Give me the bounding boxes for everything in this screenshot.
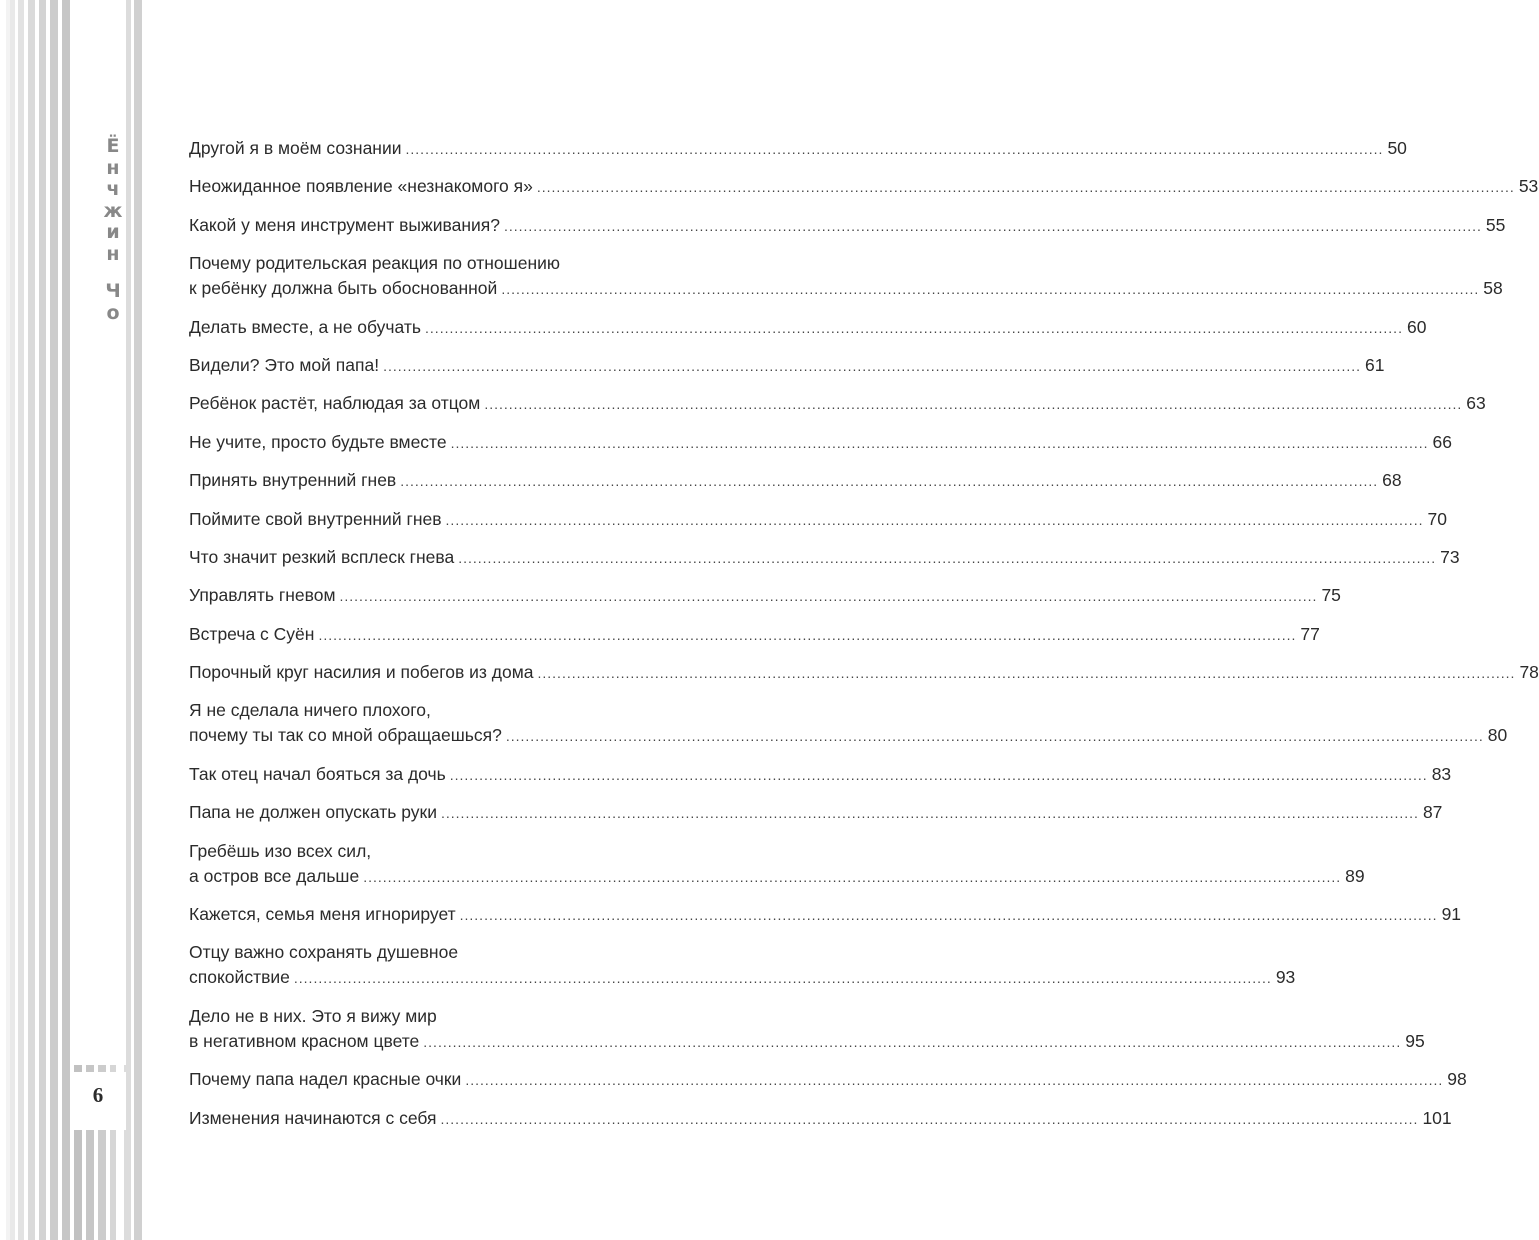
- toc-dot-leader: ........................................................................................................................................................................................................: [458, 549, 1437, 566]
- toc-dot-leader: ........................................................................................................................................................................................................: [440, 1110, 1419, 1127]
- toc-entry-page: 53: [1518, 176, 1539, 197]
- toc-dot-leader: ........................................................................................................................................................................................................: [536, 179, 1515, 196]
- toc-entry-title-line: Почему папа надел красные очки: [189, 1069, 462, 1090]
- toc-entry-title-line: Почему родительская реакция по отношению: [189, 253, 561, 274]
- toc-entry-page: 68: [1382, 470, 1402, 491]
- toc-entry-row: [189, 545, 1460, 571]
- toc-entry-page: 83: [1431, 763, 1452, 784]
- toc-entry-row: [189, 430, 1453, 456]
- toc-dot-leader: ........................................................................................................................................................................................................: [484, 396, 1463, 413]
- toc-entry-title-line: Какой у меня инструмент выживания?: [189, 214, 500, 235]
- toc-entry-title-line: Другой я в моём сознании: [189, 138, 402, 158]
- toc-entry-title-line: а остров все дальше: [189, 865, 360, 886]
- toc-entry-row: [189, 762, 1452, 788]
- toc-entry-title-line: Гребёшь изо всех сил,: [189, 840, 372, 861]
- toc-entry-page: 87: [1422, 802, 1443, 823]
- toc-entry-row: [189, 468, 1402, 494]
- author-letter: Ё: [106, 135, 120, 157]
- toc-entry-row: [189, 800, 1443, 826]
- toc-entry[interactable]: [189, 698, 1508, 749]
- toc-entry-row: [189, 507, 1447, 533]
- toc-entry[interactable]: [189, 251, 1503, 302]
- toc-entry-page: 70: [1427, 508, 1447, 529]
- toc-entry-title-line: к ребёнку должна быть обоснованной: [189, 278, 498, 299]
- toc-entry[interactable]: [189, 315, 1427, 341]
- toc-entry-title-line: Папа не должен опускать руки: [189, 802, 437, 823]
- toc-entry-title-line: Я не сделала ничего плохого,: [189, 700, 431, 721]
- toc-entry[interactable]: [189, 507, 1447, 533]
- toc-entry[interactable]: [189, 430, 1453, 456]
- toc-entry-page: 60: [1406, 316, 1427, 337]
- toc-dot-leader: ........................................................................................................................................................................................................: [363, 868, 1342, 885]
- toc-entry[interactable]: [189, 391, 1486, 417]
- toc-entry[interactable]: [189, 174, 1539, 200]
- author-letter: н: [106, 156, 120, 179]
- stripe: [50, 0, 58, 1240]
- toc-entry-title-line: Принять внутренний гнев: [189, 470, 397, 491]
- author-letter: и: [106, 221, 120, 243]
- toc-entry-title-line: Ребёнок растёт, наблюдая за отцом: [189, 393, 481, 414]
- toc-entry-row: [189, 391, 1486, 417]
- toc-dot-leader: ........................................................................................................................................................................................................: [383, 357, 1362, 374]
- toc-entry-row: [189, 583, 1341, 609]
- toc-dot-leader: ........................................................................................................................................................................................................: [405, 141, 1384, 157]
- toc-entry[interactable]: [189, 902, 1462, 928]
- toc-entry-row: [189, 1029, 1425, 1055]
- toc-entry[interactable]: [189, 622, 1320, 648]
- toc-entry-title-line: Встреча с Суён: [189, 623, 315, 644]
- toc-entry-row: [189, 965, 1296, 991]
- toc-entry-title-line: Видели? Это мой папа!: [189, 354, 380, 375]
- author-letter: ж: [103, 199, 123, 222]
- toc-dot-leader: ........................................................................................................................................................................................................: [465, 1072, 1444, 1089]
- toc-entry-page: 95: [1405, 1030, 1425, 1051]
- toc-dot-leader: ........................................................................................................................................................................................................: [505, 728, 1484, 745]
- toc-entry-row: [189, 864, 1365, 890]
- toc-dot-leader: ........................................................................................................................................................................................................: [425, 319, 1403, 336]
- stripe: [62, 0, 70, 1240]
- toc-dot-leader: ........................................................................................................................................................................................................: [537, 665, 1516, 682]
- toc-dot-leader: ........................................................................................................................................................................................................: [423, 1033, 1402, 1050]
- toc-entry-title-line: Порочный круг насилия и побегов из дома: [189, 662, 534, 683]
- toc-entry[interactable]: [189, 468, 1402, 494]
- page-number: 6: [92, 1083, 104, 1107]
- toc-dot-leader: ........................................................................................................................................................................................................: [501, 281, 1480, 298]
- toc-dot-leader: ........................................................................................................................................................................................................: [293, 970, 1272, 987]
- toc-entry-page: 58: [1483, 278, 1503, 299]
- toc-entry-title-line: в негативном красном цвете: [189, 1030, 420, 1051]
- stripe: [10, 0, 15, 1240]
- toc-entry-page: 101: [1422, 1107, 1452, 1128]
- toc-entry[interactable]: [189, 136, 1407, 162]
- toc-entry-page: 75: [1321, 585, 1341, 606]
- toc-entry[interactable]: [189, 660, 1539, 686]
- toc-entry-title-line: Изменения начинаются с себя: [189, 1107, 437, 1128]
- table-of-contents: [189, 136, 1539, 1144]
- toc-entry-title-line: Неожиданное появление «незнакомого я»: [189, 176, 533, 197]
- toc-entry-page: 66: [1432, 431, 1453, 452]
- toc-dot-leader: ........................................................................................................................................................................................................: [449, 766, 1428, 783]
- toc-entry-row: [189, 174, 1539, 200]
- toc-dot-leader: ........................................................................................................................................................................................................: [459, 907, 1438, 924]
- toc-entry-row: [189, 315, 1427, 341]
- toc-entry-page: 50: [1387, 138, 1407, 158]
- toc-entry-title-line: Не учите, просто будьте вместе: [189, 431, 447, 452]
- toc-dot-leader: ........................................................................................................................................................................................................: [318, 626, 1297, 643]
- author-letter: о: [106, 301, 120, 324]
- toc-dot-leader: ........................................................................................................................................................................................................: [441, 805, 1419, 822]
- toc-entry[interactable]: [189, 213, 1506, 239]
- toc-entry-title-line: спокойствие: [189, 967, 290, 988]
- toc-entry-title-line: Управлять гневом: [189, 585, 336, 606]
- toc-entry[interactable]: [189, 800, 1443, 826]
- toc-entry-page: 73: [1440, 546, 1460, 567]
- toc-entry[interactable]: [189, 1067, 1467, 1093]
- toc-entry-page: 89: [1345, 865, 1365, 886]
- toc-entry-title-line: почему ты так со мной обращаешься?: [189, 725, 502, 746]
- toc-entry-title-line: Делать вместе, а не обучать: [189, 316, 422, 337]
- toc-entry-row: [189, 213, 1506, 239]
- toc-entry-title-line: Так отец начал бояться за дочь: [189, 763, 446, 784]
- toc-entry-page: 63: [1466, 393, 1486, 414]
- toc-entry-title-line: Дело не в них. Это я вижу мир: [189, 1005, 437, 1026]
- toc-entry-page: 78: [1519, 662, 1539, 683]
- toc-entry-row: [189, 1106, 1452, 1132]
- stripe: [134, 0, 142, 1240]
- toc-entry-row: [189, 622, 1320, 648]
- toc-entry-page: 93: [1275, 967, 1296, 988]
- toc-entry[interactable]: [189, 940, 1296, 991]
- toc-entry-row: [189, 723, 1508, 749]
- toc-entry-page: 77: [1300, 623, 1320, 644]
- toc-entry[interactable]: [189, 545, 1460, 571]
- stripe: [18, 0, 24, 1240]
- toc-entry-row: [189, 136, 1407, 162]
- toc-entry-row: [189, 902, 1462, 928]
- toc-entry-row: [189, 1067, 1467, 1093]
- toc-entry-title-line: Что значит резкий всплеск гнева: [189, 546, 455, 567]
- toc-dot-leader: ........................................................................................................................................................................................................: [503, 217, 1482, 234]
- stripe: [28, 0, 35, 1240]
- author-name-vertical: [102, 136, 124, 324]
- toc-entry-title-line: Поймите свой внутренний гнев: [189, 508, 442, 529]
- author-letter: Ч: [105, 280, 121, 302]
- toc-entry-page: 98: [1447, 1069, 1467, 1090]
- author-letter: ч: [106, 178, 120, 200]
- toc-dot-leader: ........................................................................................................................................................................................................: [339, 588, 1318, 605]
- toc-entry[interactable]: [189, 353, 1385, 379]
- toc-entry-page: 55: [1485, 214, 1506, 235]
- toc-entry-page: 61: [1365, 354, 1385, 375]
- toc-entry-page: 80: [1487, 725, 1508, 746]
- toc-dot-leader: ........................................................................................................................................................................................................: [450, 434, 1429, 451]
- toc-dot-leader: ........................................................................................................................................................................................................: [400, 473, 1379, 490]
- toc-entry[interactable]: [189, 1004, 1425, 1055]
- toc-entry-page: 91: [1441, 904, 1462, 925]
- toc-entry[interactable]: [189, 839, 1365, 890]
- toc-entry-row: [189, 353, 1385, 379]
- toc-entry-row: [189, 276, 1503, 302]
- toc-entry[interactable]: [189, 762, 1452, 788]
- stripe: [39, 0, 46, 1240]
- toc-entry-title-line: Кажется, семья меня игнорирует: [189, 904, 456, 925]
- toc-entry[interactable]: [189, 583, 1341, 609]
- toc-entry-row: [189, 660, 1539, 686]
- toc-dot-leader: ........................................................................................................................................................................................................: [445, 511, 1424, 528]
- toc-entry-title-line: Отцу важно сохранять душевное: [189, 942, 459, 963]
- author-letter: н: [106, 242, 120, 265]
- toc-entry[interactable]: [189, 1106, 1452, 1132]
